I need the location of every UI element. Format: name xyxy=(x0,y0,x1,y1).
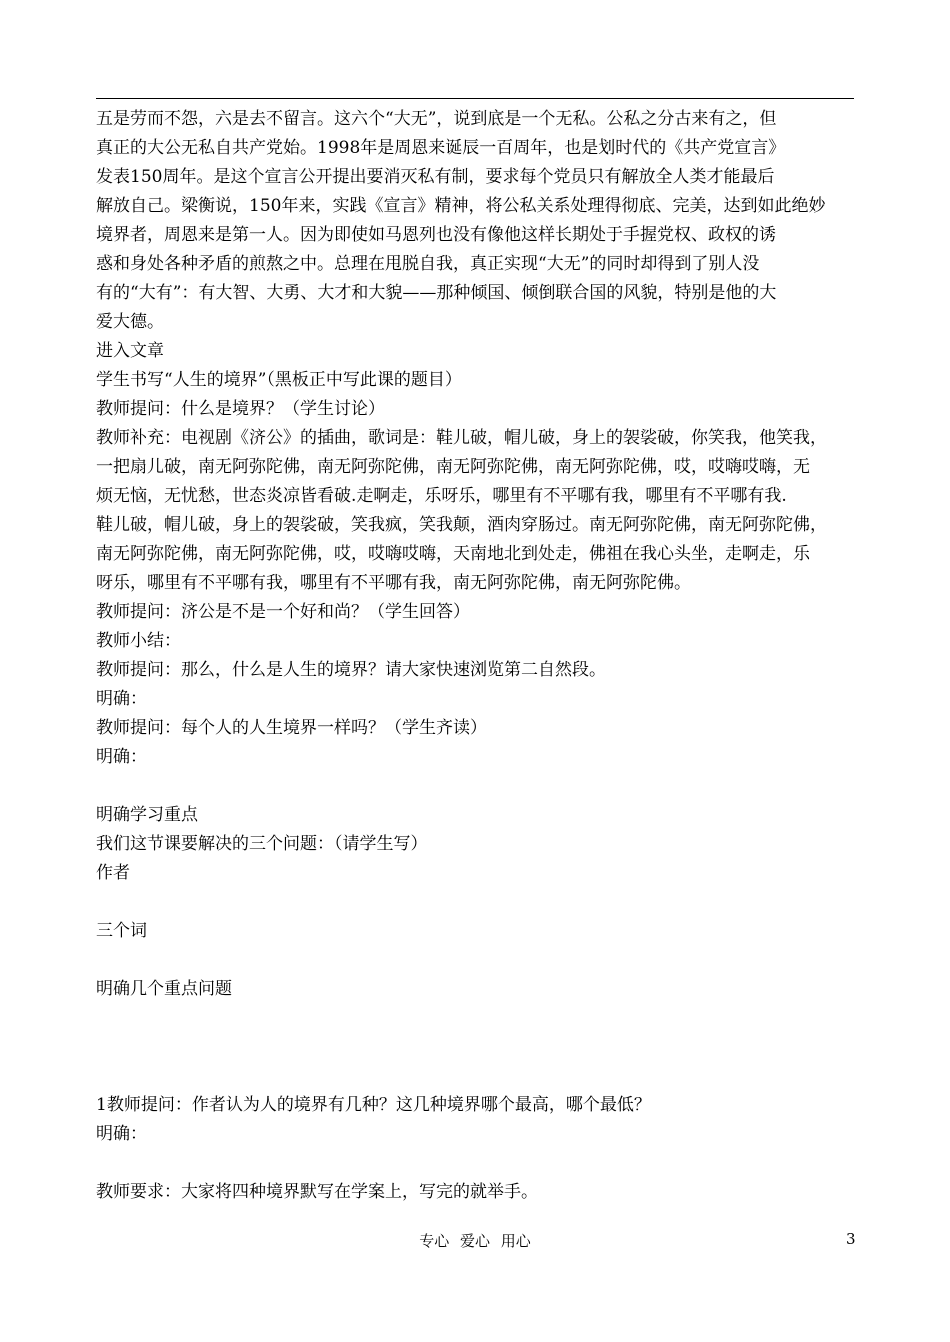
text-line: 境界者，周恩来是第一人。因为即使如马恩列也没有像他这样长期处于手握党权、政权的诱 xyxy=(96,225,776,245)
clarify-label: 明确： xyxy=(96,1124,147,1144)
blank-line xyxy=(96,888,860,917)
blank-line xyxy=(96,1149,860,1178)
key-points-heading: 明确学习重点 xyxy=(96,805,198,825)
question-what-is-jingjie: 教师提问：什么是境界？（学生讨论） xyxy=(96,399,385,419)
text-line: 五是劳而不怨，六是去不留言。这六个“大无”，说到底是一个无私。公私之分古来有之，但 xyxy=(96,109,777,129)
blank-line xyxy=(96,1062,860,1091)
text-line: 烦无恼，无忧愁，世态炎凉皆看破.走啊走，乐呀乐，哪里有不平哪有我，哪里有不平哪有我. xyxy=(96,486,787,506)
footer-motto: 专心 爱心 用心 xyxy=(419,1232,531,1250)
enter-text-heading: 进入文章 xyxy=(96,341,164,361)
three-questions: 我们这节课要解决的三个问题：（请学生写） xyxy=(96,834,428,854)
three-words-item: 三个词 xyxy=(96,921,147,941)
question-life-jingjie: 教师提问：那么，什么是人生的境界？请大家快速浏览第二自然段。 xyxy=(96,660,606,680)
page-number: 3 xyxy=(846,1230,856,1248)
text-line: 有的“大有”：有大智、大勇、大才和大貌——那种倾国、倾倒联合国的风貌，特别是他的大 xyxy=(96,283,777,303)
question-jigong: 教师提问：济公是不是一个好和尚？（学生回答） xyxy=(96,602,470,622)
text-line: 南无阿弥陀佛，南无阿弥陀佛，哎，哎嗨哎嗨，天南地北到处走，佛祖在我心头坐，走啊走，乐 xyxy=(96,544,810,564)
text-line: 鞋儿破，帽儿破，身上的袈裟破，笑我疯，笑我颠，酒肉穿肠过。南无阿弥陀佛，南无阿弥陀佛， xyxy=(96,515,827,535)
student-write-title: 学生书写“人生的境界”（黑板正中写此课的题目） xyxy=(96,370,462,390)
teacher-summary: 教师小结： xyxy=(96,631,181,651)
text-line: 教师补充：电视剧《济公》的插曲，歌词是：鞋儿破，帽儿破，身上的袈裟破，你笑我，他笑我， xyxy=(96,428,827,448)
several-points-item: 明确几个重点问题 xyxy=(96,979,232,999)
text-line: 真正的大公无私自共产党始。1998年是周恩来诞辰一百周年，也是划时代的《共产党宣言》 xyxy=(96,138,786,158)
text-line: 呀乐，哪里有不平哪有我，哪里有不平哪有我，南无阿弥陀佛，南无阿弥陀佛。 xyxy=(96,573,691,593)
clarify-label: 明确： xyxy=(96,689,147,709)
question-1: 1教师提问：作者认为人的境界有几种？这几种境界哪个最高，哪个最低？ xyxy=(96,1095,651,1115)
blank-space xyxy=(96,1004,860,1062)
text-line: 一把扇儿破，南无阿弥陀佛，南无阿弥陀佛，南无阿弥陀佛，南无阿弥陀佛，哎，哎嗨哎嗨，无 xyxy=(96,457,810,477)
teacher-request: 教师要求：大家将四种境界默写在学案上，写完的就举手。 xyxy=(96,1182,538,1202)
blank-line xyxy=(96,946,860,975)
author-item: 作者 xyxy=(96,863,130,883)
header-rule xyxy=(96,98,854,99)
question-same: 教师提问：每个人的人生境界一样吗？（学生齐读） xyxy=(96,718,487,738)
text-line: 解放自己。梁衡说，150年来，实践《宣言》精神，将公私关系处理得彻底、完美，达到如此绝妙 xyxy=(96,196,826,216)
text-line: 惑和身处各种矛盾的煎熬之中。总理在甩脱自我，真正实现“大无”的同时却得到了别人没 xyxy=(96,254,760,274)
intro-paragraph xyxy=(96,105,860,337)
blank-line xyxy=(96,772,860,801)
text-line: 发表150周年。是这个宣言公开提出要消灭私有制，要求每个党员只有解放全人类才能最后 xyxy=(96,167,775,187)
document-body xyxy=(96,105,860,1207)
clarify-label: 明确： xyxy=(96,747,147,767)
text-line: 爱大德。 xyxy=(96,312,164,332)
page-footer xyxy=(0,1230,950,1256)
song-paragraph xyxy=(96,424,860,598)
